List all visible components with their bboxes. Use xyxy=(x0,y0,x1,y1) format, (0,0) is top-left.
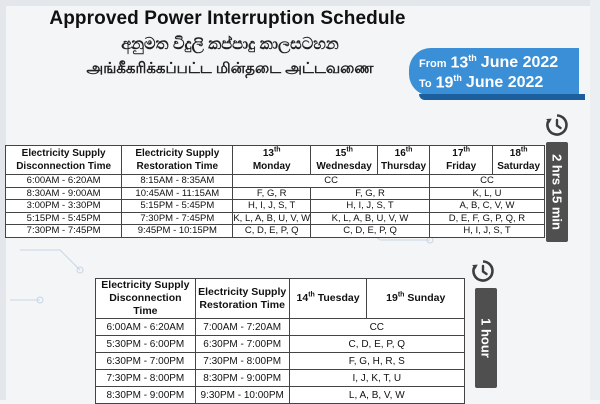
restore-time-cell: 10:45AM - 11:15AM xyxy=(122,187,233,200)
date-from-line xyxy=(419,53,558,72)
table-row xyxy=(96,336,465,353)
disconnect-time-cell: 7:30PM - 8:00PM xyxy=(96,370,196,387)
table-row xyxy=(6,175,545,188)
table-row xyxy=(6,225,545,238)
table-row xyxy=(6,200,545,213)
date-from-prefix: From xyxy=(419,58,447,71)
duration-label: 2 hrs 15 min xyxy=(549,154,565,230)
groups-cell: A, B, C, V, W xyxy=(429,200,544,213)
duration-label: 1 hour xyxy=(478,318,494,358)
groups-cell: L, A, B, V, W xyxy=(289,387,464,404)
groups-cell: H, I, J, S, T xyxy=(429,225,544,238)
duration-tab-weekday xyxy=(546,142,568,242)
date-from-suffix: th xyxy=(468,53,477,63)
table-header-row xyxy=(6,146,545,175)
table-row xyxy=(96,319,465,336)
groups-cell: CC xyxy=(429,175,544,188)
day-header: 17th Friday xyxy=(429,146,492,175)
table-row xyxy=(6,212,545,225)
groups-cell: F, G, R xyxy=(233,187,311,200)
disconnect-time-cell: 8:30AM - 9:00AM xyxy=(6,187,122,200)
date-to-prefix: To xyxy=(419,78,432,91)
disconnect-time-cell: 6:00AM - 6:20AM xyxy=(6,175,122,188)
groups-cell: I, J, K, T, U xyxy=(289,370,464,387)
day-header: 13th Monday xyxy=(233,146,311,175)
page-title: Approved Power Interruption Schedule xyxy=(49,8,406,29)
disconnect-time-header: Electricity Supply Disconnection Time xyxy=(6,146,122,175)
date-to-day: 19 xyxy=(435,74,454,92)
restore-time-header: Electricity Supply Restoration Time xyxy=(195,279,289,319)
duration-tab-special-days xyxy=(475,288,497,388)
day-header: 18th Saturday xyxy=(493,146,545,175)
groups-cell: H, I, J, S, T xyxy=(311,200,430,213)
groups-cell: H, I, J, S, T xyxy=(233,200,311,213)
groups-cell: K, L, U xyxy=(429,187,544,200)
restore-time-cell: 9:45PM - 10:15PM xyxy=(122,225,233,238)
restore-time-cell: 7:30PM - 8:00PM xyxy=(195,353,289,370)
date-range-badge xyxy=(409,48,579,96)
table-row xyxy=(96,387,465,404)
disconnect-time-cell: 5:15PM - 5:45PM xyxy=(6,212,122,225)
weekday-schedule-table xyxy=(5,145,545,238)
restore-time-cell: 5:15PM - 5:45PM xyxy=(122,200,233,213)
day-header: 16th Thursday xyxy=(378,146,430,175)
date-from-month-year: June 2022 xyxy=(480,54,559,72)
day-header: 14th Tuesday xyxy=(289,279,367,319)
groups-cell: D, E, F, G, P, Q, R xyxy=(429,212,544,225)
table-row xyxy=(96,370,465,387)
restore-time-cell: 9:30PM - 10:00PM xyxy=(195,387,289,404)
groups-cell: F, G, H, R, S xyxy=(289,353,464,370)
groups-cell: F, G, R xyxy=(311,187,430,200)
day-header: 19th Sunday xyxy=(367,279,465,319)
date-to-month-year: June 2022 xyxy=(465,74,544,92)
disconnect-time-cell: 7:30PM - 7:45PM xyxy=(6,225,122,238)
groups-cell: K, L, A, B, U, V, W xyxy=(233,212,311,224)
top-frame xyxy=(0,0,600,6)
subtitle-tamil: அங்கீகரிக்கப்பட்ட மின்தடை அட்டவணை xyxy=(86,60,374,77)
day-header: 15th Wednesday xyxy=(311,146,378,175)
subtitle-sinhala: අනුමත විදුලි කප්පාදු කාලසටහන xyxy=(121,36,339,53)
restore-time-header: Electricity Supply Restoration Time xyxy=(122,146,233,175)
groups-cell: CC xyxy=(233,175,430,188)
disconnect-time-cell: 6:30PM - 7:00PM xyxy=(96,353,196,370)
date-from-day: 13 xyxy=(450,54,469,72)
disconnect-time-cell: 8:30PM - 9:00PM xyxy=(96,387,196,404)
right-frame xyxy=(590,0,600,400)
restore-time-cell: 7:30PM - 7:45PM xyxy=(122,212,233,225)
restore-time-cell: 7:00AM - 7:20AM xyxy=(195,319,289,336)
restore-time-cell: 6:30PM - 7:00PM xyxy=(195,336,289,353)
clock-icon xyxy=(471,259,495,283)
clock-icon xyxy=(545,113,569,137)
table-row xyxy=(96,353,465,370)
date-to-suffix: th xyxy=(453,73,462,83)
groups-cell: C, D, E, P, Q xyxy=(233,225,311,238)
table-header-row xyxy=(96,279,465,319)
groups-cell: C, D, E, P, Q xyxy=(311,225,430,238)
groups-cell: C, D, E, P, Q xyxy=(289,336,464,353)
table-row xyxy=(6,187,545,200)
disconnect-time-cell: 3:00PM - 3:30PM xyxy=(6,200,122,213)
restore-time-cell: 8:30PM - 9:00PM xyxy=(195,370,289,387)
disconnect-time-cell: 5:30PM - 6:00PM xyxy=(96,336,196,353)
groups-cell: K, L, A, B, U, V, W xyxy=(311,212,430,225)
disconnect-time-header: Electricity Supply Disconnection Time xyxy=(96,279,196,319)
groups-cell: CC xyxy=(289,319,464,336)
restore-time-cell: 8:15AM - 8:35AM xyxy=(122,175,233,188)
disconnect-time-cell: 6:00AM - 6:20AM xyxy=(96,319,196,336)
date-to-line xyxy=(419,73,543,92)
special-days-schedule-table xyxy=(95,278,465,404)
